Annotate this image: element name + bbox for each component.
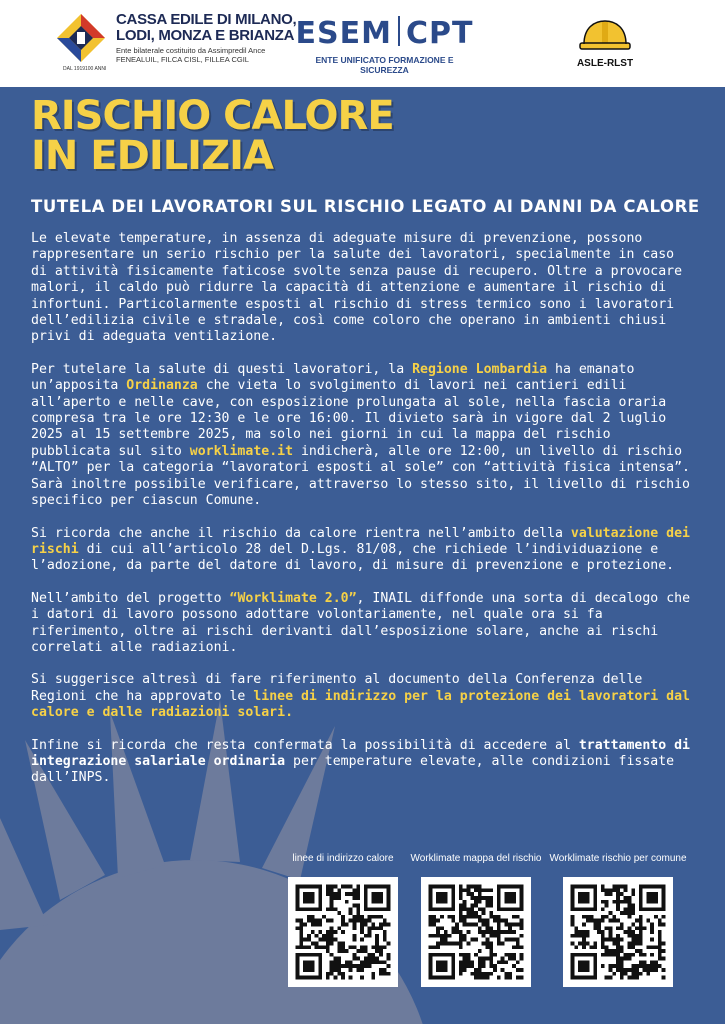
bold-trattamento: trattamento di integrazione salariale ordinaria [31, 737, 690, 769]
p2-text-d: indicherà, alle ore 12:00, un livello di rischio “ALTO” per la categoria “lavoratori esposti al sole” con “attività fisica intensa”. [31, 443, 690, 476]
asle-rlst-brand [570, 18, 640, 69]
qr-linee-indirizzo[interactable] [278, 853, 408, 987]
page-subtitle: TUTELA DEI LAVORATORI SUL RISCHIO LEGATO AI DANNI DA CALORE [31, 197, 700, 216]
esem-cpt-logo [292, 16, 477, 51]
paragraph-1: Le elevate temperature, in assenza di adeguate misure di prevenzione, possono rappresentare un serio rischio per la salute dei lavoratori, specialmente in caso di attività fisicamente faticose svolte senza pause di recupero. Oltre a provocare malori, il caldo può ridurre la capacità di attenzione e aumentare il rischio di infortuni. Particolarmente esposti al rischio di stress termico sono i lavoratori dell’edilizia civile e stradale, così come coloro che operano in ambienti chiusi privi di adeguata ventilazione. [31, 231, 683, 345]
logo-years-right: 100 ANNI [85, 66, 107, 72]
highlight-worklimate: “Worklimate 2.0” [229, 590, 357, 606]
paragraph-5 [31, 672, 696, 721]
hard-hat-icon [578, 18, 632, 52]
highlight-linee-indirizzo: linee di indirizzo per la protezione dei lavoratori dal calore e dalle radiazioni solari. [31, 688, 690, 721]
logo-divider [398, 16, 400, 46]
highlight-regione-lombardia: Regione Lombardia [412, 361, 548, 377]
qr-label: linee di indirizzo calore [292, 853, 394, 864]
p4-text-a: Nell’ambito del progetto [31, 590, 230, 606]
qr-worklimate-mappa[interactable] [405, 853, 547, 987]
logo-years-left: DAL 1919 [63, 66, 86, 72]
cassa-edile-logo [55, 12, 107, 72]
esem-text: ESEM [295, 16, 392, 51]
p4-text-b: , INAIL diffonde una sorta di decalogo che i datori di lavoro possono adottare volontariamente, nel quale ora si fa riferimento, oltre ai rischi derivanti dall’esposizione solare, anche ai rischi correlati alle radiazioni. [31, 590, 691, 655]
cpt-text: CPT [405, 16, 474, 51]
qr-code-icon[interactable] [288, 877, 398, 987]
esem-cpt-brand [292, 16, 477, 75]
p5-text-a: Si suggerisce altresì di fare riferimento al documento della Conferenza delle Regioni che ha approvato le [31, 672, 643, 704]
paragraph-2 [31, 362, 696, 510]
p3-text-a: Si ricorda che anche il rischio da calore rientra nell’ambito della [31, 525, 571, 541]
p2-text-e: Sarà inoltre possibile verificare, attraverso lo stesso sito, il livello di rischio specifico per ciascun Comune. [31, 476, 690, 509]
header-bar [0, 0, 725, 87]
cassa-edile-title: CASSA EDILE DI MILANO, LODI, MONZA E BRIANZA [116, 11, 297, 44]
p2-text-b: ha emanato un’apposita [31, 361, 635, 394]
asle-rlst-label: ASLE-RLST [576, 58, 634, 69]
p2-text-c: che vieta lo svolgimento di lavori nei cantieri edili all’aperto e nelle cave, con esposizione prolungata al sole, nella fascia oraria compresa tra le ore 12:30 e le ore 16:00. Il divieto sarà in vigore dal 2 luglio 2025 al 15 settembre 2025, ma solo nei giorni in cui la mappa del rischio pubblicata sul sito [31, 378, 667, 459]
p6-text-a: Infine si ricorda che resta confermata la possibilità di accedere al [31, 737, 579, 753]
p6-text-b: per temperature elevate, alle condizioni fissate dall’INPS. [31, 753, 675, 786]
qr-label: Worklimate rischio per comune [549, 853, 687, 864]
p3-text-b: di cui all’articolo 28 del D.Lgs. 81/08, che richiede l’individuazione e l’adozione, da parte del datore di lavoro, di misure di prevenzione e protezione. [31, 541, 675, 574]
highlight-ordinanza: Ordinanza [126, 378, 198, 394]
qr-code-icon[interactable] [563, 877, 673, 987]
highlight-valutazione-rischi: valutazione dei rischi [31, 525, 690, 557]
cassa-edile-brand [116, 12, 296, 64]
qr-code-icon[interactable] [421, 877, 531, 987]
paragraph-3 [31, 526, 696, 575]
paragraph-4 [31, 591, 696, 657]
p2-text-a: Per tutelare la salute di questi lavoratori, la [31, 361, 413, 377]
qr-label: Worklimate mappa del rischio [410, 853, 542, 864]
qr-worklimate-comune[interactable] [543, 853, 693, 987]
cassa-edile-subtitle: Ente bilaterale costituito da Assimpredil Ance FENEALUIL, FILCA CISL, FILLEA CGIL [116, 46, 266, 64]
page-title: RISCHIO CALORE IN EDILIZIA [31, 93, 394, 179]
paragraph-6 [31, 738, 696, 787]
body-text [31, 231, 696, 803]
esem-cpt-subtitle: ENTE UNIFICATO FORMAZIONE E SICUREZZA [315, 55, 454, 75]
link-worklimate[interactable]: worklimate.it [189, 443, 294, 459]
